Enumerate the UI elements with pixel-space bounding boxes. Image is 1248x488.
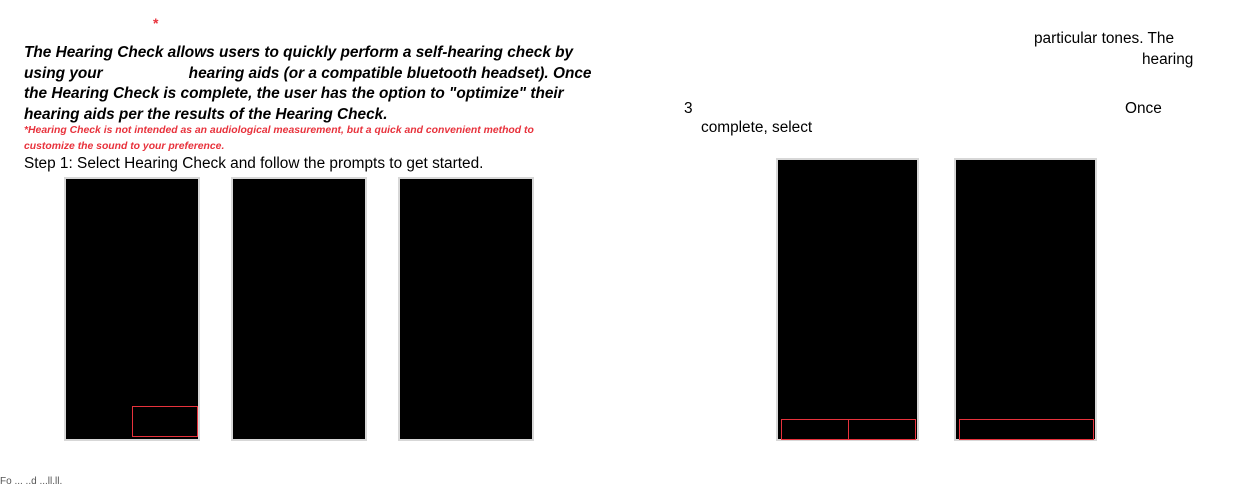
highlight-box-left: [781, 419, 849, 440]
footnote-asterisk: *: [153, 15, 159, 31]
highlight-box-right: [848, 419, 916, 440]
highlight-box: [132, 406, 198, 437]
phone-screenshot-3: [398, 177, 534, 441]
intro-text-part1: The Hearing Check allows users to quickly perform a self-hearing check by using your: [24, 44, 574, 82]
footer-fragment: Fo ... ..d ...ll.ll.: [0, 476, 63, 487]
phone-screenshot-2: [231, 177, 367, 441]
highlight-box-wide: [959, 419, 1094, 440]
intro-paragraph: [24, 43, 594, 125]
right-text-complete-select: complete, select: [701, 119, 813, 136]
phone-screenshot-4: [776, 158, 919, 441]
step-1-instruction: Step 1: Select Hearing Check and follow the prompts to get started.: [24, 155, 484, 172]
disclaimer-note: *Hearing Check is not intended as an audiological measurement, but a quick and convenient method to customize the sound to your preference.: [24, 125, 534, 152]
phone-screenshot-1: [64, 177, 200, 441]
right-text-line-1: particular tones. The: [1034, 30, 1175, 47]
intro-text-part2: hearing aids (or a compatible bluetooth headset). Once the Hearing Check is complete, the user has the option to "optimize" their hearing aids per the results of the Hearing Check.: [24, 64, 592, 123]
phone-screenshot-5: [954, 158, 1097, 441]
right-text-once: Once: [1125, 100, 1162, 117]
right-text-line-2: hearing: [1142, 51, 1194, 68]
step-3-number: 3: [684, 100, 693, 117]
